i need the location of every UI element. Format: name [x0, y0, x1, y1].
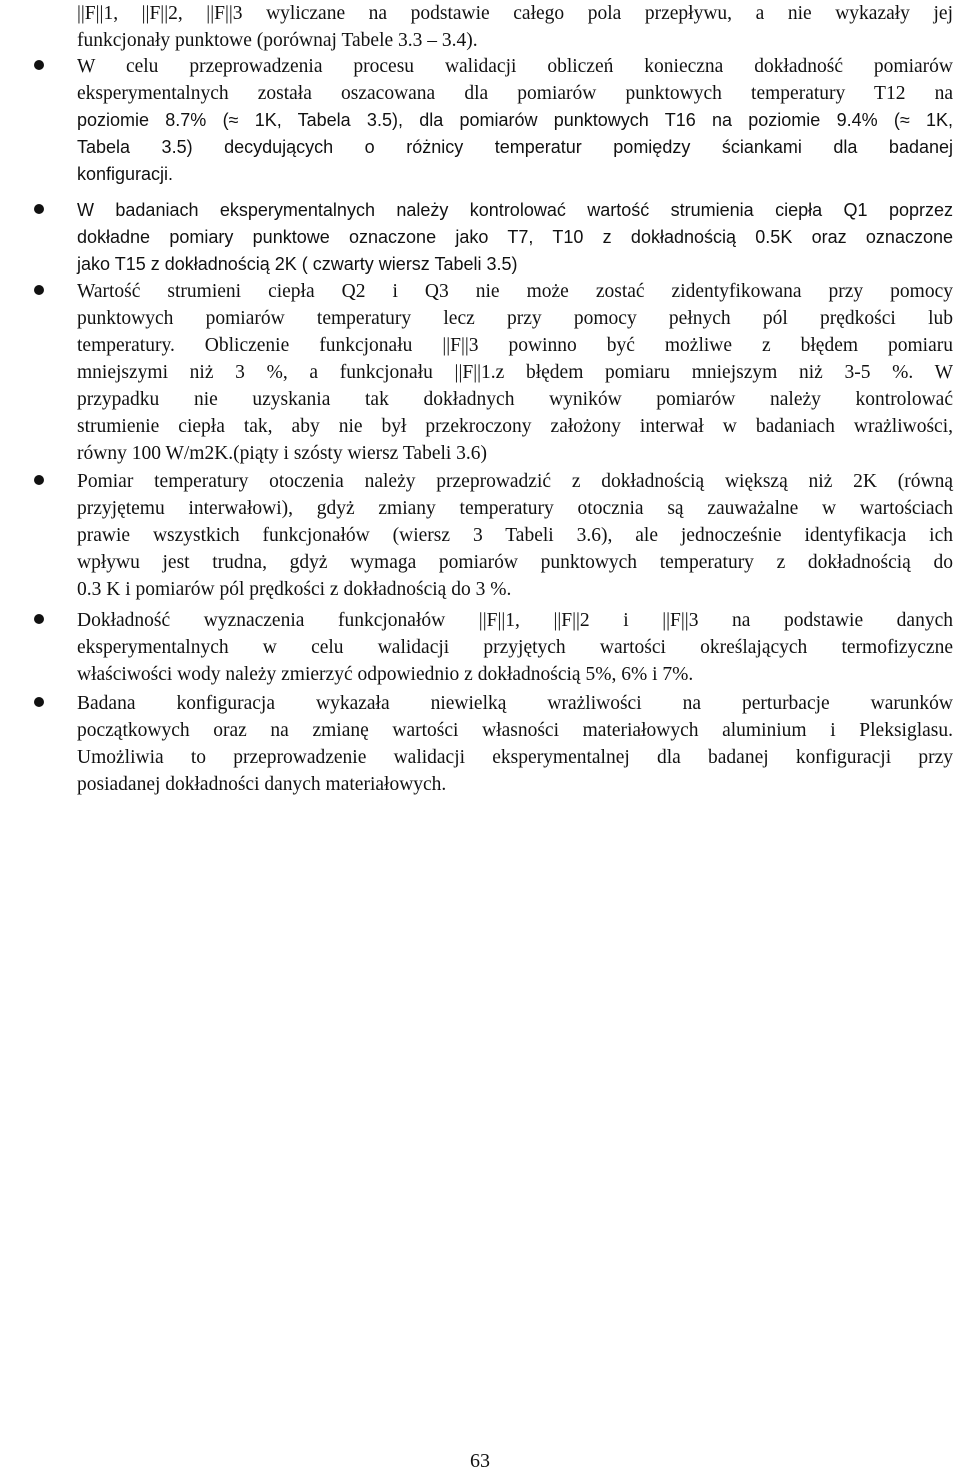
text-line: Wartość strumieni ciepła Q2 i Q3 nie może zostać zidentyfikowana przy pomocy [77, 281, 953, 302]
text-line: równy 100 W/m2K.(piąty i szósty wiersz Tabeli 3.6) [77, 443, 488, 464]
bullet-icon [34, 285, 44, 295]
text-line: mniejszymi niż 3 %, a funkcjonału ||F||1.z błędem pomiaru mniejszym niż 3-5 %. W [77, 362, 953, 383]
text-line: posiadanej dokładności danych materiałowych. [77, 774, 447, 795]
bullet-icon [34, 60, 44, 70]
text-line: ||F||1, ||F||2, ||F||3 wyliczane na podstawie całego pola przepływu, a nie wykazały jej [77, 3, 953, 24]
text-line: dokładne pomiary punktowe oznaczone jako T7, T10 z dokładnością 0.5K oraz oznaczone [77, 227, 953, 247]
text-line: przypadku nie uzyskania tak dokładnych wyników pomiarów należy kontrolować [77, 389, 953, 410]
page-number: 63 [470, 1450, 490, 1472]
text-line: punktowych pomiarów temperatury lecz przy pomocy pełnych pól prędkości lub [77, 308, 953, 329]
bullet-icon [34, 204, 44, 214]
text-line: przyjętemu interwałowi), gdyż zmiany temperatury otocznia są zauważalne w wartościach [77, 498, 953, 519]
text-line: eksperymentalnych została oszacowana dla pomiarów punktowych temperatury T12 na [77, 83, 953, 104]
text-line: Tabela 3.5) decydujących o różnicy temperatur pomiędzy ściankami dla badanej [77, 137, 953, 157]
text-line: konfiguracji. [77, 164, 174, 184]
text-line: temperatury. Obliczenie funkcjonału ||F||3 powinno być możliwe z błędem pomiaru [77, 335, 953, 356]
text-line: eksperymentalnych w celu walidacji przyjętych wartości określających termofizyczne [77, 637, 953, 658]
bullet-icon [34, 697, 44, 707]
text-line: W badaniach eksperymentalnych należy kontrolować wartość strumienia ciepła Q1 poprzez [77, 200, 953, 220]
text-line: Umożliwia to przeprowadzenie walidacji eksperymentalnej dla badanej konfiguracji przy [77, 747, 953, 768]
bullet-icon [34, 614, 44, 624]
bullet-icon [34, 475, 44, 485]
text-line: 0.3 K i pomiarów pól prędkości z dokładnością do 3 %. [77, 579, 512, 600]
paragraph-continuation [77, 0, 953, 54]
paragraph-functional-accuracy [77, 607, 953, 688]
paragraph-ambient-temperature [77, 468, 953, 603]
paragraph-heat-flux-control [77, 197, 953, 278]
text-line: Pomiar temperatury otoczenia należy przeprowadzić z dokładnością większą niż 2K (równą [77, 471, 953, 492]
text-line: funkcjonały punktowe (porównaj Tabele 3.3 – 3.4). [77, 30, 478, 51]
text-line: W celu przeprowadzenia procesu walidacji obliczeń konieczna dokładność pomiarów [77, 56, 953, 77]
text-line: poziomie 8.7% (≈ 1K, Tabela 3.5), dla pomiarów punktowych T16 na poziomie 9.4% (≈ 1K, [77, 110, 953, 130]
paragraph-validation-accuracy [77, 53, 953, 188]
text-line: właściwości wody należy zmierzyć odpowiednio z dokładnością 5%, 6% i 7%. [77, 664, 694, 685]
text-line: Dokładność wyznaczenia funkcjonałów ||F||1, ||F||2 i ||F||3 na podstawie danych [77, 610, 953, 631]
text-line: Badana konfiguracja wykazała niewielką wrażliwości na perturbacje warunków [77, 693, 953, 714]
text-line: wpływu jest trudna, gdyż wymaga pomiarów punktowych temperatury z dokładnością do [77, 552, 953, 573]
paragraph-configuration-sensitivity [77, 690, 953, 798]
paragraph-heat-flux-identification [77, 278, 953, 467]
text-line: prawie wszystkich funkcjonałów (wiersz 3 Tabeli 3.6), ale jednocześnie identyfikacja ich [77, 525, 953, 546]
text-line: jako T15 z dokładnością 2K ( czwarty wiersz Tabeli 3.5) [77, 254, 518, 274]
text-line: początkowych oraz na zmianę wartości własności materiałowych aluminium i Pleksiglasu. [77, 720, 953, 741]
text-line: strumienie ciepła tak, aby nie był przekroczony założony interwał w badaniach wrażliwości, [77, 416, 953, 437]
